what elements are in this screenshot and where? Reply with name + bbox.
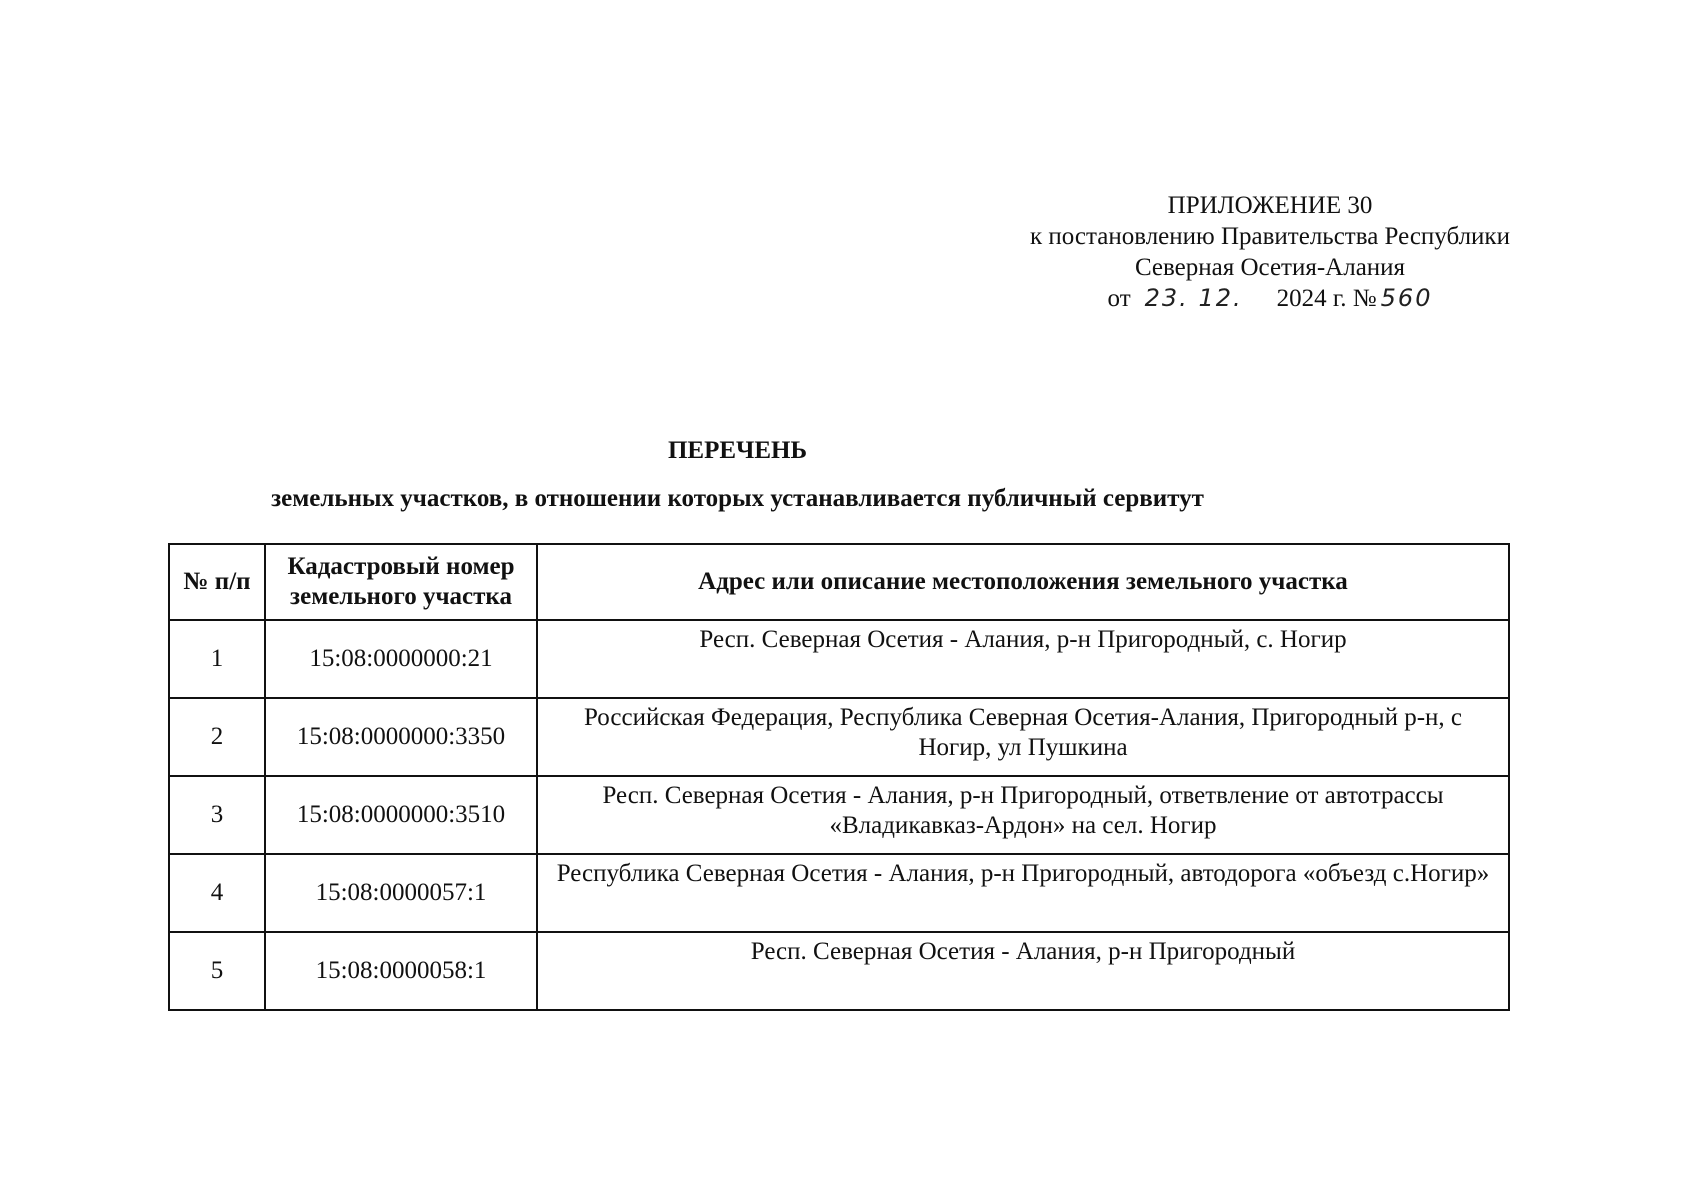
appendix-header (960, 190, 1580, 314)
date-prefix: от (1107, 285, 1131, 312)
row-num: 5 (169, 932, 265, 1010)
table-row (169, 698, 1509, 776)
appendix-date-line (960, 283, 1580, 314)
table-body (169, 620, 1509, 1010)
header-num: № п/п (169, 544, 265, 620)
row-address: Респ. Северная Осетия - Алания, р-н Пригородный, с. Ногир (537, 620, 1509, 698)
appendix-decree-line: к постановлению Правительства Республики (1030, 223, 1510, 250)
year-number-label: 2024 г. № (1276, 285, 1377, 312)
table-header-row (169, 544, 1509, 620)
table-row (169, 620, 1509, 698)
table-row (169, 854, 1509, 932)
row-cadastral: 15:08:0000058:1 (265, 932, 537, 1010)
table-header (169, 544, 1509, 620)
row-address: Респ. Северная Осетия - Алания, р-н Пригородный (537, 932, 1509, 1010)
header-address: Адрес или описание местоположения земельного участка (537, 544, 1509, 620)
row-address: Республика Северная Осетия - Алания, р-н Пригородный, автодорога «объезд с.Ногир» (537, 854, 1509, 932)
table-row (169, 776, 1509, 854)
row-cadastral: 15:08:0000000:21 (265, 620, 537, 698)
row-num: 1 (169, 620, 265, 698)
row-num: 4 (169, 854, 265, 932)
row-num: 2 (169, 698, 265, 776)
land-plots-table (168, 543, 1510, 1011)
document-subtitle: земельных участков, в отношении которых устанавливается публичный сервитут (271, 485, 1204, 512)
appendix-title: ПРИЛОЖЕНИЕ 30 (1167, 192, 1373, 219)
row-cadastral: 15:08:0000057:1 (265, 854, 537, 932)
table-row (169, 932, 1509, 1010)
row-address: Респ. Северная Осетия - Алания, р-н Пригородный, ответвление от автотрассы «Владикавказ-Ардон» на сел. Ногир (537, 776, 1509, 854)
appendix-region-line: Северная Осетия-Алания (1134, 254, 1406, 281)
document-title: ПЕРЕЧЕНЬ (667, 437, 808, 464)
row-cadastral: 15:08:0000000:3350 (265, 698, 537, 776)
header-cadastral: Кадастровый номер земельного участка (265, 544, 537, 620)
row-num: 3 (169, 776, 265, 854)
handwritten-date: 23. 12. (1144, 284, 1243, 312)
row-address: Российская Федерация, Республика Северная Осетия-Алания, Пригородный р-н, с Ногир, ул Пушкина (537, 698, 1509, 776)
row-cadastral: 15:08:0000000:3510 (265, 776, 537, 854)
handwritten-number: 560 (1380, 284, 1433, 312)
